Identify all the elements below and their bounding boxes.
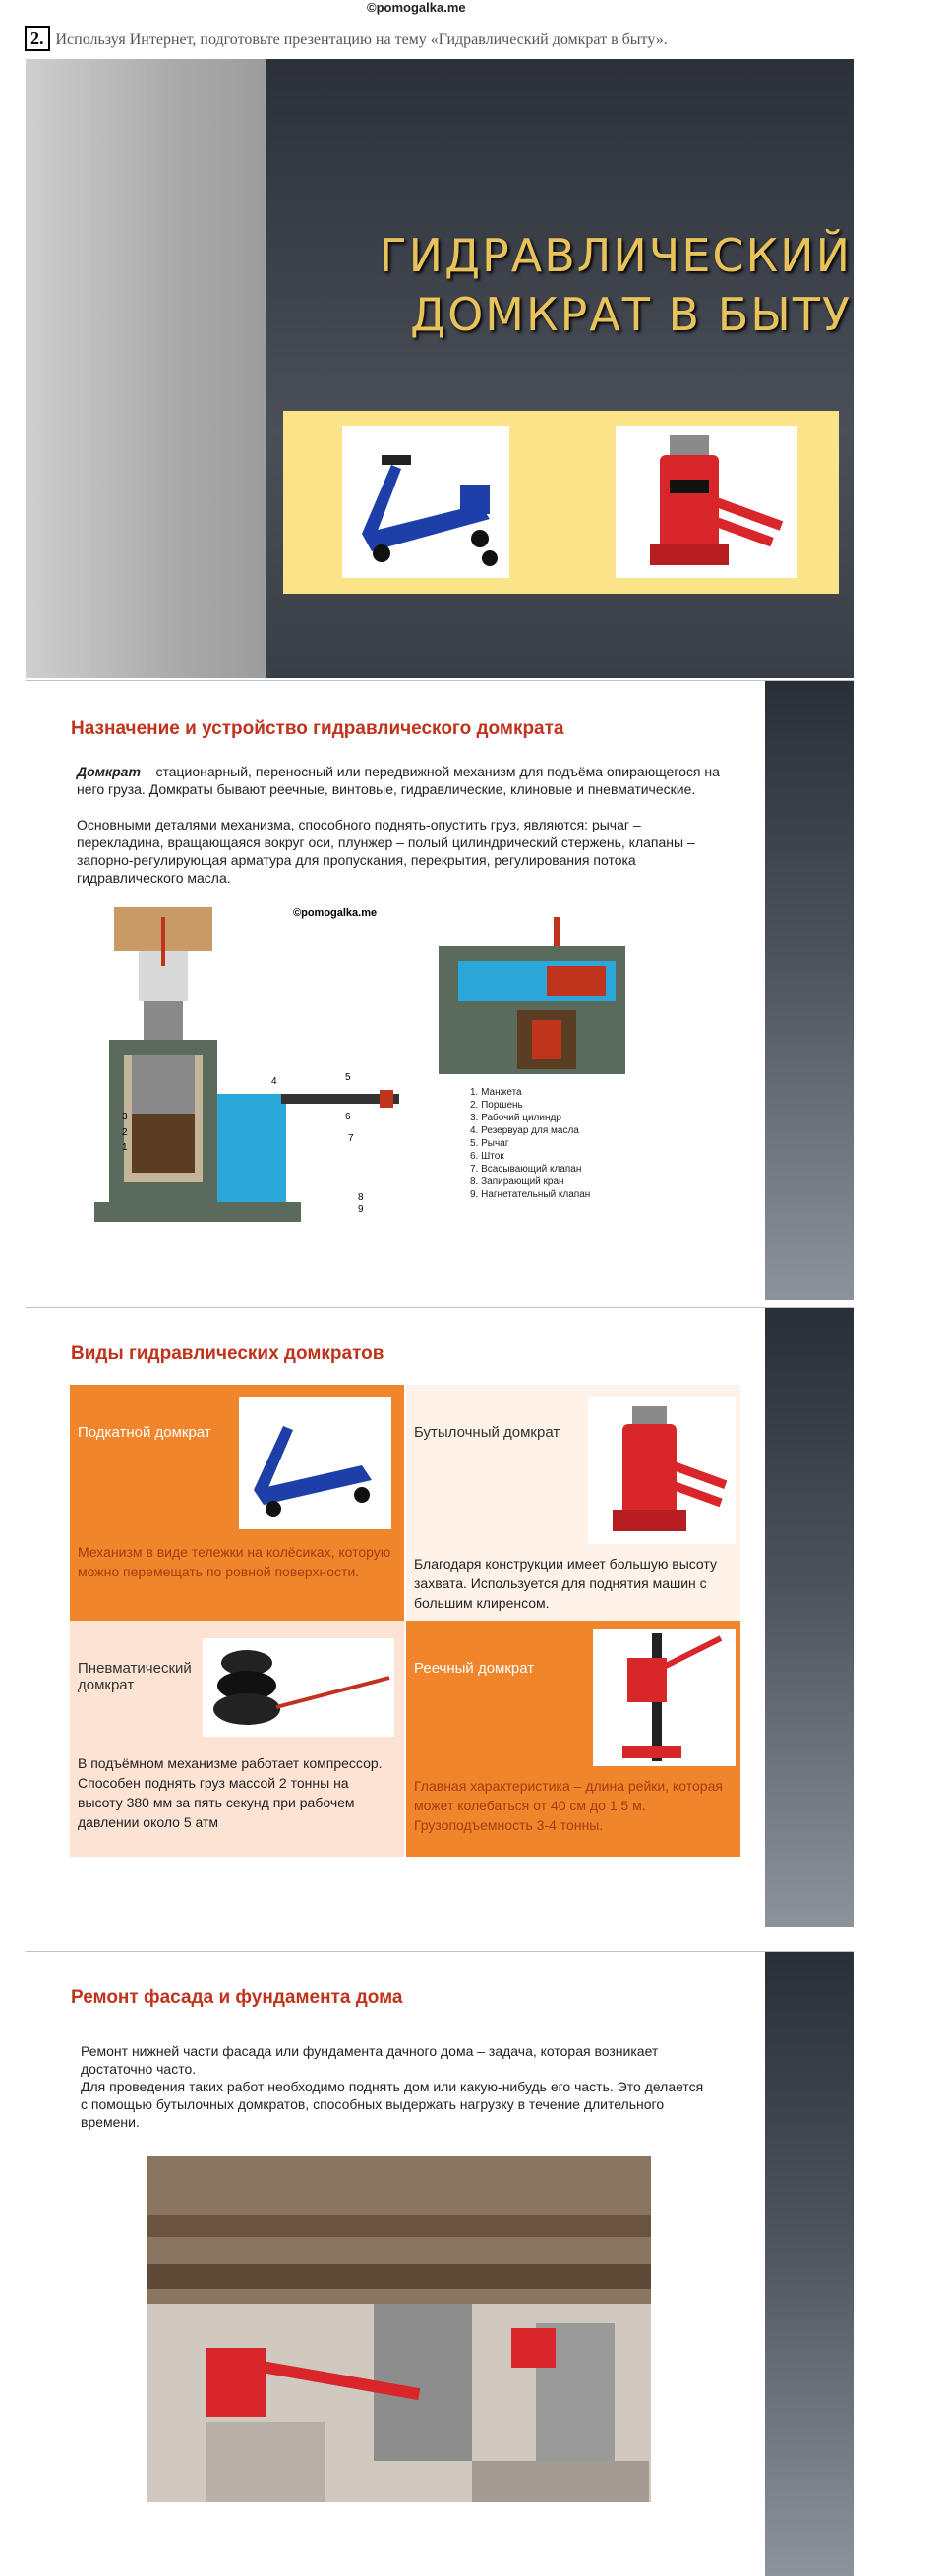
slide-types bbox=[26, 1307, 854, 1927]
legend-item: 4. Резервуар для масла bbox=[470, 1125, 579, 1136]
slide-title bbox=[26, 59, 854, 678]
type-description: Главная характеристика – длина рейки, которая может колебаться от 40 см до 1.5 м. Грузоподъемность 3-4 тонны. bbox=[414, 1778, 723, 1833]
type-name: Подкатной домкрат bbox=[78, 1424, 211, 1441]
type-cell-bottle-jack bbox=[406, 1385, 740, 1621]
slide-repair bbox=[26, 1951, 854, 2576]
legend-item: 6. Шток bbox=[470, 1151, 504, 1162]
legend-item: 9. Нагнетательный клапан bbox=[470, 1189, 591, 1200]
title-line-1: ГИДРАВЛИЧЕСКИЙ bbox=[379, 229, 852, 282]
diagram-number-8: 8 bbox=[358, 1192, 364, 1203]
parts-legend bbox=[470, 1086, 590, 1201]
legend-item: 2. Поршень bbox=[470, 1100, 523, 1111]
diagram-number-2: 2 bbox=[122, 1127, 128, 1138]
legend-item: 5. Рычаг bbox=[470, 1138, 509, 1149]
bottle-jack-photo bbox=[588, 1397, 736, 1544]
term: Домкрат bbox=[77, 764, 141, 779]
legend-item: 7. Всасывающий клапан bbox=[470, 1164, 582, 1174]
repair-paragraph-1: Ремонт нижней части фасада или фундамента дачного дома – задача, которая возникает достаточно часто. bbox=[81, 2043, 659, 2077]
diagram-number-3: 3 bbox=[122, 1112, 128, 1122]
legend-item: 1. Манжета bbox=[470, 1087, 522, 1098]
slide-decor-bar bbox=[765, 1308, 854, 1927]
task-statement bbox=[25, 26, 668, 51]
type-description: Благодаря конструкции имеет большую высоту захвата. Используется для поднятия машин с большим клиренсом. bbox=[414, 1556, 717, 1611]
presentation-title bbox=[360, 226, 852, 344]
jack-cutaway-diagram bbox=[94, 907, 429, 1231]
floor-jack-photo bbox=[239, 1397, 391, 1529]
image-band bbox=[283, 411, 839, 594]
valve-closeup-diagram bbox=[439, 907, 625, 1074]
task-text: Используя Интернет, подготовьте презентацию на тему «Гидравлический домкрат в быту». bbox=[55, 31, 668, 48]
task-number: 2. bbox=[25, 26, 50, 51]
type-name: Реечный домкрат bbox=[414, 1660, 535, 1677]
definition-text bbox=[77, 763, 726, 798]
watermark: ©pomogalka.me bbox=[367, 0, 466, 15]
type-cell-rack-jack bbox=[406, 1621, 740, 1857]
slide-left-panel bbox=[26, 59, 266, 678]
title-line-2: ДОМКРАТ В БЫТУ bbox=[410, 288, 852, 341]
rack-jack-photo bbox=[593, 1629, 736, 1766]
pneumatic-jack-photo bbox=[203, 1638, 394, 1737]
type-description: Механизм в виде тележки на колёсиках, которую можно перемещать по ровной поверхности. bbox=[78, 1544, 391, 1579]
repair-paragraph-2: Для проведения таких работ необходимо поднять дом или какую-нибудь его часть. Это делается с помощью бутылочных домкратов, способных выдержать нагрузку в течение длительного времени. bbox=[81, 2079, 704, 2130]
legend-item: 3. Рабочий цилиндр bbox=[470, 1113, 561, 1123]
slide-decor-bar bbox=[765, 681, 854, 1300]
diagram-number-1: 1 bbox=[122, 1142, 128, 1153]
type-cell-floor-jack bbox=[70, 1385, 404, 1621]
type-cell-pneumatic-jack bbox=[70, 1621, 404, 1857]
slide-watermark: ©pomogalka.me bbox=[293, 907, 378, 919]
type-name: Пневматический домкрат bbox=[78, 1660, 192, 1693]
diagram-number-6: 6 bbox=[345, 1112, 351, 1122]
house-lifting-photo bbox=[148, 2156, 651, 2502]
slide-heading: Виды гидравлических домкратов bbox=[71, 1344, 384, 1364]
slide-device bbox=[26, 680, 854, 1300]
slide-heading: Ремонт фасада и фундамента дома bbox=[71, 1987, 403, 2008]
diagram-number-9: 9 bbox=[358, 1204, 364, 1215]
diagram-number-5: 5 bbox=[345, 1072, 351, 1083]
slide-decor-bar bbox=[765, 1952, 854, 2576]
slide-heading: Назначение и устройство гидравлического домкрата bbox=[71, 718, 564, 739]
bottle-jack-photo bbox=[616, 426, 797, 578]
diagram-number-7: 7 bbox=[348, 1133, 354, 1144]
parts-text: Основными деталями механизма, способного поднять-опустить груз, являются: рычаг – перекладина, вращающаяся вокруг оси, плунжер – полый цилиндрический стержень, клапаны – запорно-регулирующая арматура для пропускания, перекрытия, регулирования потока гидравлического масла. bbox=[77, 817, 695, 886]
definition: – стационарный, переносный или передвижной механизм для подъёма опирающегося на него груза. Домкраты бывают реечные, винтовые, гидравлические, клиновые и пневматические. bbox=[77, 764, 720, 797]
floor-jack-photo bbox=[342, 426, 509, 578]
type-name: Бутылочный домкрат bbox=[414, 1424, 560, 1441]
type-description: В подъёмном механизме работает компрессор. Способен поднять груз массой 2 тонны на высоту 380 мм за пять секунд при рабочем давлении около 5 атм bbox=[78, 1755, 383, 1830]
diagram-number-4: 4 bbox=[271, 1076, 277, 1087]
legend-item: 8. Запирающий кран bbox=[470, 1176, 564, 1187]
